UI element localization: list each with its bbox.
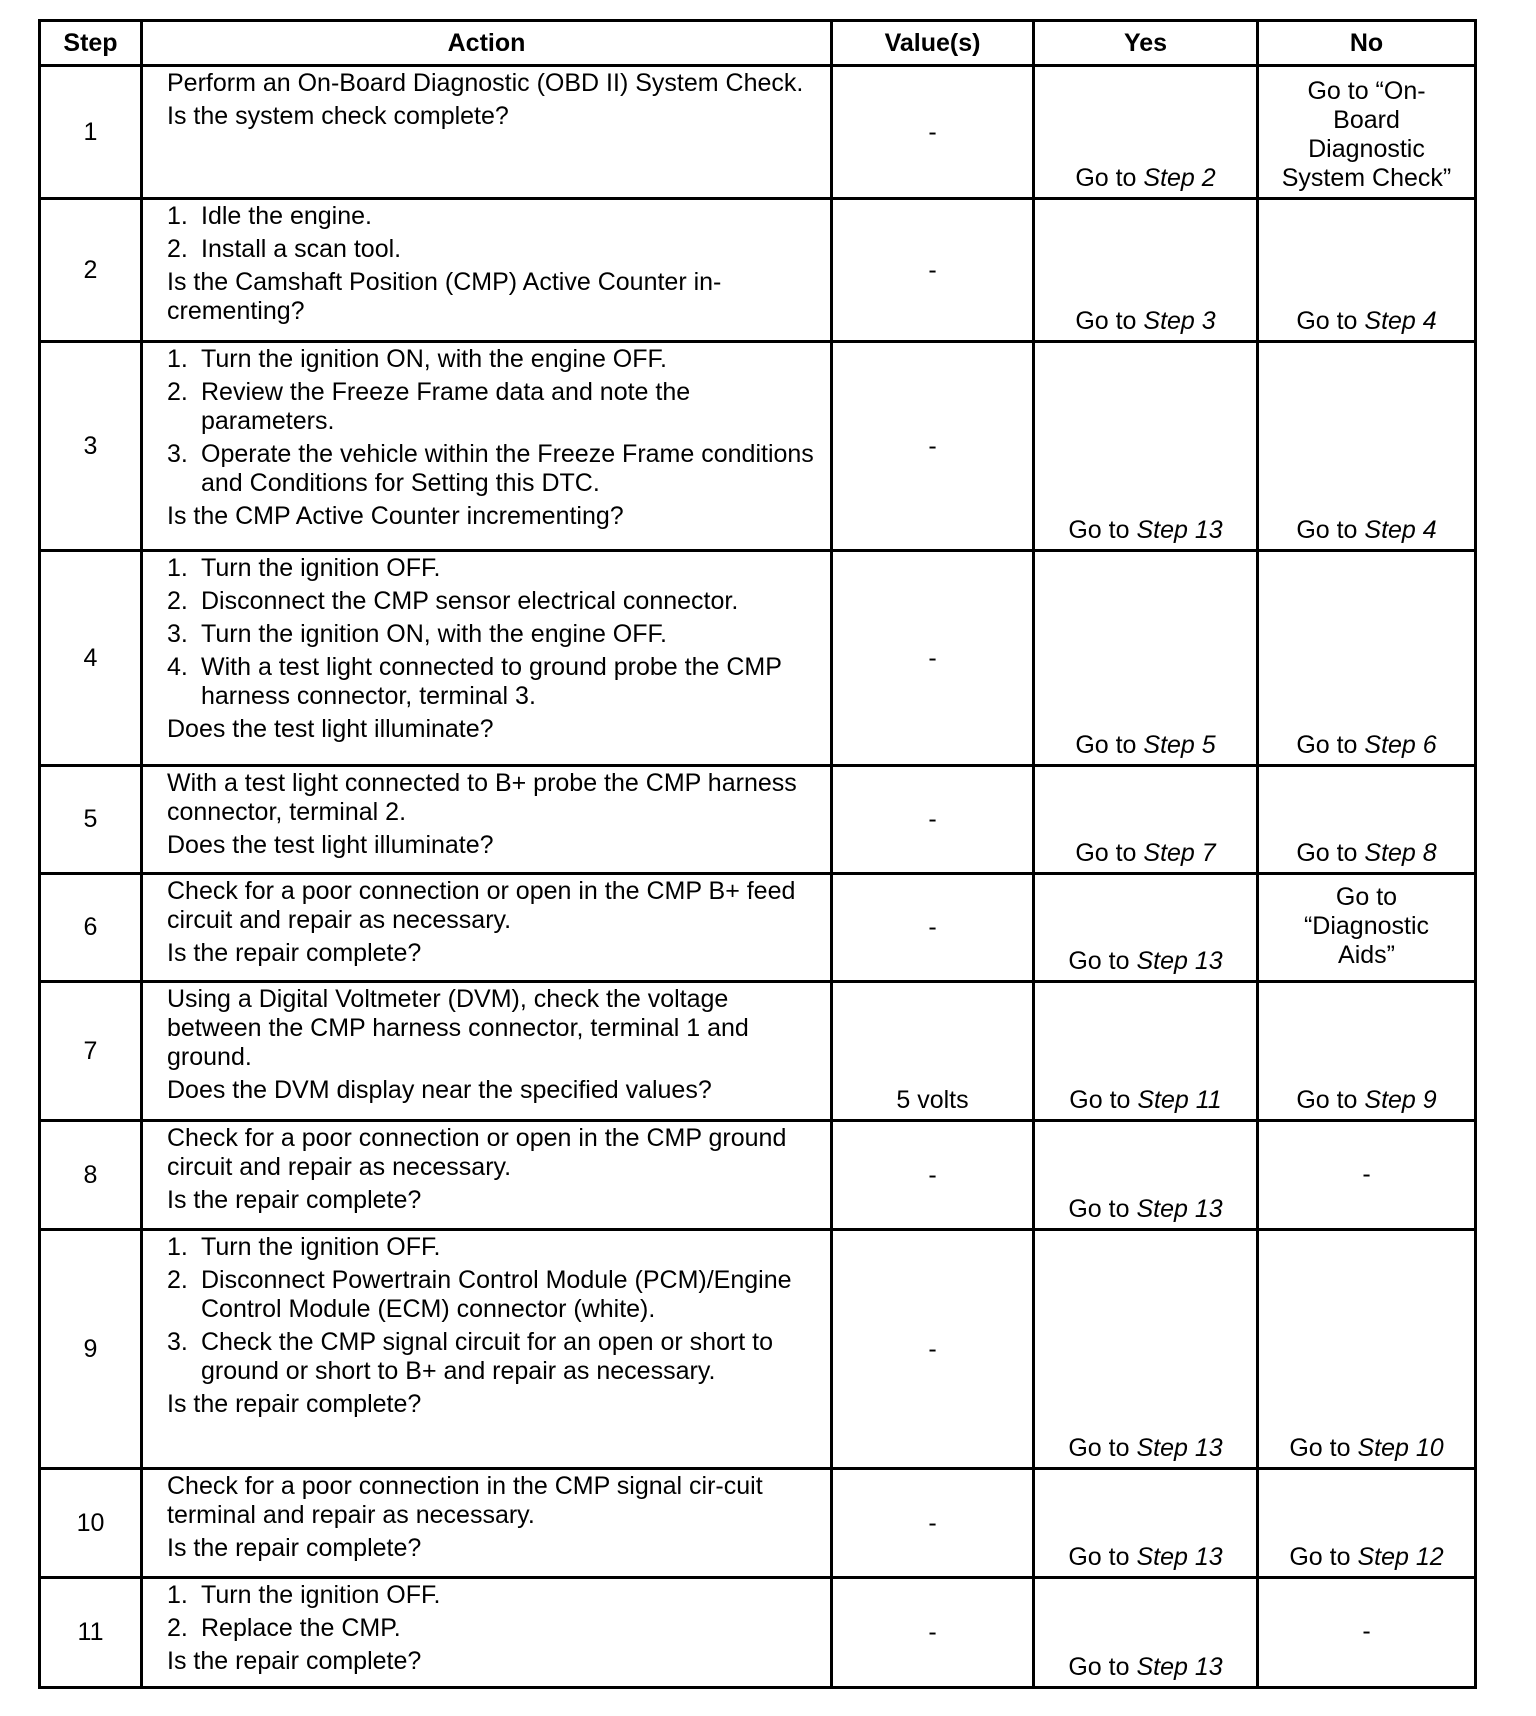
action-cell <box>142 1230 832 1469</box>
no-cell <box>1258 1469 1476 1578</box>
step-number: 3 <box>40 342 142 551</box>
yes-step-link[interactable]: Step 13 <box>1136 1653 1223 1681</box>
action-list-item <box>167 202 818 231</box>
yes-prefix: Go to <box>1068 947 1137 975</box>
yes-prefix: Go to <box>1068 1543 1137 1571</box>
item-number: 3. <box>167 620 188 648</box>
table-row <box>40 66 1476 199</box>
yes-step-link[interactable]: Step 13 <box>1136 1543 1223 1571</box>
no-cell <box>1258 199 1476 342</box>
action-cell <box>142 342 832 551</box>
action-text: Is the Camshaft Position (CMP) Active Counter in-crementing? <box>167 268 722 325</box>
yes-prefix: Go to <box>1068 1195 1137 1223</box>
yes-cell <box>1034 874 1258 982</box>
no-step-link[interactable]: Step 6 <box>1364 731 1437 759</box>
no-step-link[interactable]: Step 9 <box>1364 1086 1437 1114</box>
item-text: Idle the engine. <box>201 202 372 230</box>
table-row <box>40 551 1476 766</box>
no-cell <box>1258 1230 1476 1469</box>
value-cell: - <box>832 342 1034 551</box>
item-number: 3. <box>167 1328 188 1356</box>
table-row <box>40 1121 1476 1230</box>
item-text: Turn the ignition OFF. <box>201 554 441 582</box>
no-prefix: Go to <box>1289 1543 1358 1571</box>
yes-prefix: Go to <box>1068 1653 1137 1681</box>
yes-step-link[interactable]: Step 13 <box>1136 1195 1223 1223</box>
action-list-item <box>167 1581 818 1610</box>
item-number: 1. <box>167 1581 188 1609</box>
action-text: Check for a poor connection or open in the CMP B+ feed circuit and repair as necessary. <box>167 877 796 934</box>
no-cell <box>1258 342 1476 551</box>
action-list-item <box>167 1614 818 1643</box>
header-yes: Yes <box>1034 21 1258 66</box>
action-text: Is the CMP Active Counter incrementing? <box>167 502 624 530</box>
action-list-item <box>167 554 818 583</box>
yes-step-link[interactable]: Step 7 <box>1143 839 1216 867</box>
item-number: 2. <box>167 235 188 263</box>
action-list-item <box>167 1233 818 1262</box>
action-text: Is the repair complete? <box>167 1390 422 1418</box>
item-number: 3. <box>167 440 188 468</box>
yes-step-link[interactable]: Step 11 <box>1137 1086 1222 1114</box>
value-cell: - <box>832 874 1034 982</box>
value-cell: 5 volts <box>832 982 1034 1121</box>
action-text: Does the test light illuminate? <box>167 715 494 743</box>
action-cell <box>142 1121 832 1230</box>
action-cell <box>142 1578 832 1688</box>
value-cell: - <box>832 1121 1034 1230</box>
no-text: Go to “On-Board Diagnostic System Check” <box>1281 77 1452 192</box>
action-text: Is the system check complete? <box>167 102 509 130</box>
action-list-item <box>167 440 818 498</box>
yes-prefix: Go to <box>1069 1086 1138 1114</box>
action-cell <box>142 66 832 199</box>
value-cell: - <box>832 1230 1034 1469</box>
table-row <box>40 874 1476 982</box>
yes-cell <box>1034 342 1258 551</box>
action-list-item <box>167 587 818 616</box>
item-text: Disconnect Powertrain Control Module (PCM)/Engine Control Module (ECM) connector (white). <box>201 1266 792 1323</box>
yes-prefix: Go to <box>1068 1434 1137 1462</box>
value-cell: - <box>832 1578 1034 1688</box>
item-number: 2. <box>167 1266 188 1294</box>
step-number: 4 <box>40 551 142 766</box>
diagnostic-table <box>38 19 1477 1689</box>
item-text: Operate the vehicle within the Freeze Frame conditions and Conditions for Setting this DTC. <box>201 440 814 497</box>
header-action: Action <box>142 21 832 66</box>
item-number: 2. <box>167 1614 188 1642</box>
table-row <box>40 982 1476 1121</box>
table-row <box>40 1578 1476 1688</box>
item-number: 1. <box>167 345 188 373</box>
item-text: Turn the ignition OFF. <box>201 1581 441 1609</box>
item-number: 1. <box>167 554 188 582</box>
no-prefix: Go to <box>1296 731 1365 759</box>
step-number: 8 <box>40 1121 142 1230</box>
header-value: Value(s) <box>832 21 1034 66</box>
value-cell: - <box>832 766 1034 874</box>
yes-prefix: Go to <box>1075 839 1144 867</box>
action-text: Check for a poor connection or open in the CMP ground circuit and repair as necessary. <box>167 1124 787 1181</box>
action-cell <box>142 551 832 766</box>
yes-step-link[interactable]: Step 2 <box>1143 164 1216 192</box>
yes-step-link[interactable]: Step 13 <box>1136 516 1223 544</box>
no-cell <box>1258 551 1476 766</box>
action-cell <box>142 1469 832 1578</box>
step-number: 10 <box>40 1469 142 1578</box>
item-text: With a test light connected to ground probe the CMP harness connector, terminal 3. <box>201 653 782 710</box>
yes-cell <box>1034 766 1258 874</box>
yes-step-link[interactable]: Step 13 <box>1136 947 1223 975</box>
no-prefix: Go to <box>1296 839 1365 867</box>
header-step: Step <box>40 21 142 66</box>
action-cell <box>142 199 832 342</box>
step-number: 5 <box>40 766 142 874</box>
item-text: Check the CMP signal circuit for an open or short to ground or short to B+ and repair as necessary. <box>201 1328 774 1385</box>
yes-step-link[interactable]: Step 5 <box>1143 731 1216 759</box>
step-number: 1 <box>40 66 142 199</box>
no-cell <box>1258 874 1476 982</box>
yes-cell <box>1034 1121 1258 1230</box>
action-list-item <box>167 235 818 264</box>
action-cell <box>142 982 832 1121</box>
no-text: - <box>1362 1617 1371 1645</box>
header-row <box>40 21 1476 66</box>
action-text: With a test light connected to B+ probe the CMP harness connector, terminal 2. <box>167 769 797 826</box>
no-step-link[interactable]: Step 12 <box>1357 1543 1444 1571</box>
no-text: - <box>1362 1159 1371 1188</box>
yes-step-link[interactable]: Step 13 <box>1136 1434 1223 1462</box>
item-number: 2. <box>167 587 188 615</box>
table-row <box>40 1230 1476 1469</box>
item-number: 2. <box>167 378 188 406</box>
action-list-item <box>167 378 818 436</box>
no-cell <box>1258 766 1476 874</box>
action-list-item <box>167 653 818 711</box>
yes-prefix: Go to <box>1068 516 1137 544</box>
action-text: Check for a poor connection in the CMP signal cir-cuit terminal and repair as necessary. <box>167 1472 763 1529</box>
yes-cell <box>1034 982 1258 1121</box>
no-prefix: Go to <box>1296 1086 1365 1114</box>
value-cell: - <box>832 66 1034 199</box>
item-text: Turn the ignition OFF. <box>201 1233 441 1261</box>
item-number: 4. <box>167 653 188 681</box>
action-cell <box>142 766 832 874</box>
yes-cell <box>1034 1469 1258 1578</box>
item-text: Review the Freeze Frame data and note the parameters. <box>201 378 691 435</box>
action-text: Is the repair complete? <box>167 939 422 967</box>
no-step-link[interactable]: Step 4 <box>1364 516 1437 544</box>
no-cell <box>1258 1578 1476 1688</box>
action-text: Using a Digital Voltmeter (DVM), check the voltage between the CMP harness connector, terminal 1 and ground. <box>167 985 749 1071</box>
no-step-link[interactable]: Step 10 <box>1357 1434 1444 1462</box>
yes-prefix: Go to <box>1075 731 1144 759</box>
no-prefix: Go to <box>1289 1434 1358 1462</box>
action-list-item <box>167 620 818 649</box>
action-text: Is the repair complete? <box>167 1186 422 1214</box>
header-no: No <box>1258 21 1476 66</box>
item-number: 1. <box>167 202 188 230</box>
action-text: Perform an On-Board Diagnostic (OBD II) System Check. <box>167 69 804 97</box>
table-row <box>40 1469 1476 1578</box>
yes-cell <box>1034 199 1258 342</box>
no-step-link[interactable]: Step 4 <box>1364 307 1437 335</box>
yes-cell <box>1034 1230 1258 1469</box>
no-step-link[interactable]: Step 8 <box>1364 839 1437 867</box>
item-text: Install a scan tool. <box>201 235 402 263</box>
value-cell: - <box>832 199 1034 342</box>
step-number: 11 <box>40 1578 142 1688</box>
item-number: 1. <box>167 1233 188 1261</box>
action-text: Does the DVM display near the specified values? <box>167 1076 712 1104</box>
table-row <box>40 199 1476 342</box>
yes-prefix: Go to <box>1075 307 1144 335</box>
action-cell <box>142 874 832 982</box>
step-number: 7 <box>40 982 142 1121</box>
item-text: Disconnect the CMP sensor electrical connector. <box>201 587 739 615</box>
item-text: Turn the ignition ON, with the engine OFF. <box>201 620 667 648</box>
action-text: Is the repair complete? <box>167 1534 422 1562</box>
no-cell <box>1258 1121 1476 1230</box>
no-cell <box>1258 982 1476 1121</box>
yes-cell <box>1034 1578 1258 1688</box>
yes-step-link[interactable]: Step 3 <box>1143 307 1216 335</box>
table-row <box>40 766 1476 874</box>
value-cell: - <box>832 551 1034 766</box>
action-text: Is the repair complete? <box>167 1647 422 1675</box>
item-text: Replace the CMP. <box>201 1614 401 1642</box>
yes-cell <box>1034 551 1258 766</box>
action-list-item <box>167 1266 818 1324</box>
step-number: 6 <box>40 874 142 982</box>
action-list-item <box>167 1328 818 1386</box>
yes-prefix: Go to <box>1075 164 1144 192</box>
step-number: 9 <box>40 1230 142 1469</box>
table-row <box>40 342 1476 551</box>
no-prefix: Go to <box>1296 307 1365 335</box>
action-list-item <box>167 345 818 374</box>
item-text: Turn the ignition ON, with the engine OFF. <box>201 345 667 373</box>
action-text: Does the test light illuminate? <box>167 831 494 859</box>
no-text: Go to “Diagnostic Aids” <box>1303 883 1430 969</box>
no-cell <box>1258 66 1476 199</box>
value-cell: - <box>832 1469 1034 1578</box>
no-prefix: Go to <box>1296 516 1365 544</box>
step-number: 2 <box>40 199 142 342</box>
yes-cell <box>1034 66 1258 199</box>
